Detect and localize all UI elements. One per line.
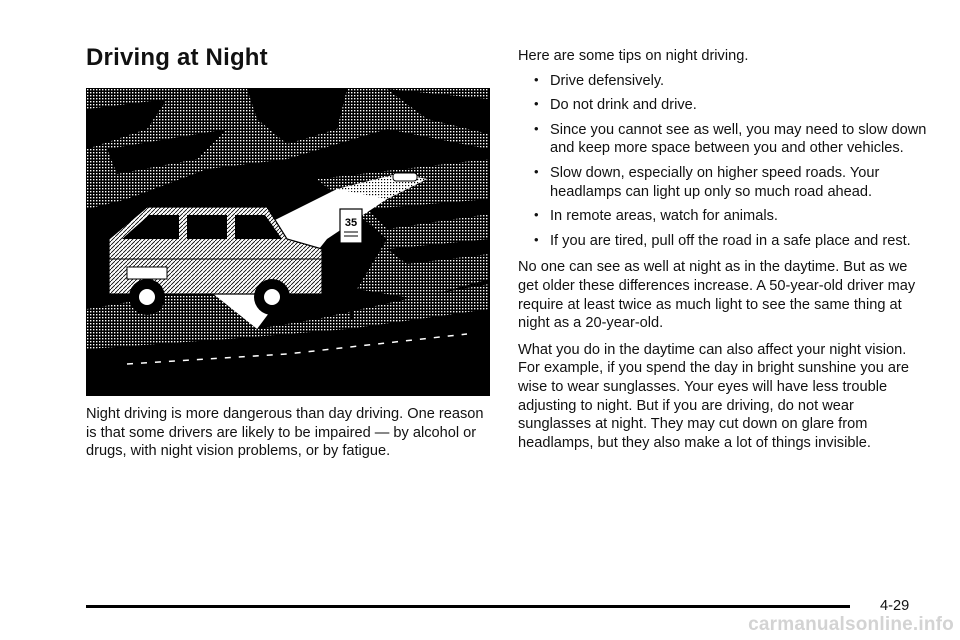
list-item [518,121,928,158]
tip-text: In remote areas, watch for animals. [550,208,778,225]
page-number: 4-29 [880,598,910,614]
bullet-icon: • [534,163,539,179]
tip-text: Slow down, especially on higher speed roads. Your headlamps can light up only so much road ahead. [550,164,880,200]
tip-text: If you are tired, pull off the road in a safe place and rest. [550,232,911,249]
tips-intro: Here are some tips on night driving. [518,48,749,64]
bullet-icon: • [534,207,539,223]
list-item [518,96,928,115]
tip-text: Drive defensively. [550,72,665,89]
page-title: Driving at Night [86,44,268,71]
list-item [518,207,928,226]
daytime-habits-paragraph: What you do in the daytime can also affect your night vision. For example, if you spend the day in bright sunshine you are wise to wear sunglasses. Your eyes will have less trouble adjusting to night. But if you are driving, do not wear sunglasses at night. They may cut down on glare from headlamps, but they also make a lot of things invisible. [518,341,910,451]
tip-text: Since you cannot see as well, you may need to slow down and keep more space between you and other vehicles. [550,121,927,157]
tips-list [518,72,928,251]
bullet-icon: • [534,231,539,247]
watermark: carmanualsonline.info [748,614,954,635]
right-column [518,47,928,452]
list-item [518,232,928,251]
tip-text: Do not drink and drive. [550,97,697,114]
footer-rule [86,605,850,608]
speed-sign-number: 35 [344,217,358,229]
aging-vision-paragraph: No one can see as well at night as in the daytime. But as we get older these differences increase. A 50-year-old driver may require at least twice as much light to see the same thing at night as a 20-year-old. [518,259,916,332]
intro-paragraph: Night driving is more dangerous than day driving. One reason is that some drivers are likely to be impaired — by alcohol or drugs, with night vision problems, or by fatigue. [86,406,484,460]
list-item [518,72,928,91]
bullet-icon: • [534,96,539,112]
list-item [518,164,928,201]
bullet-icon: • [534,71,539,87]
night-driving-illustration [86,88,490,396]
bullet-icon: • [534,120,539,136]
